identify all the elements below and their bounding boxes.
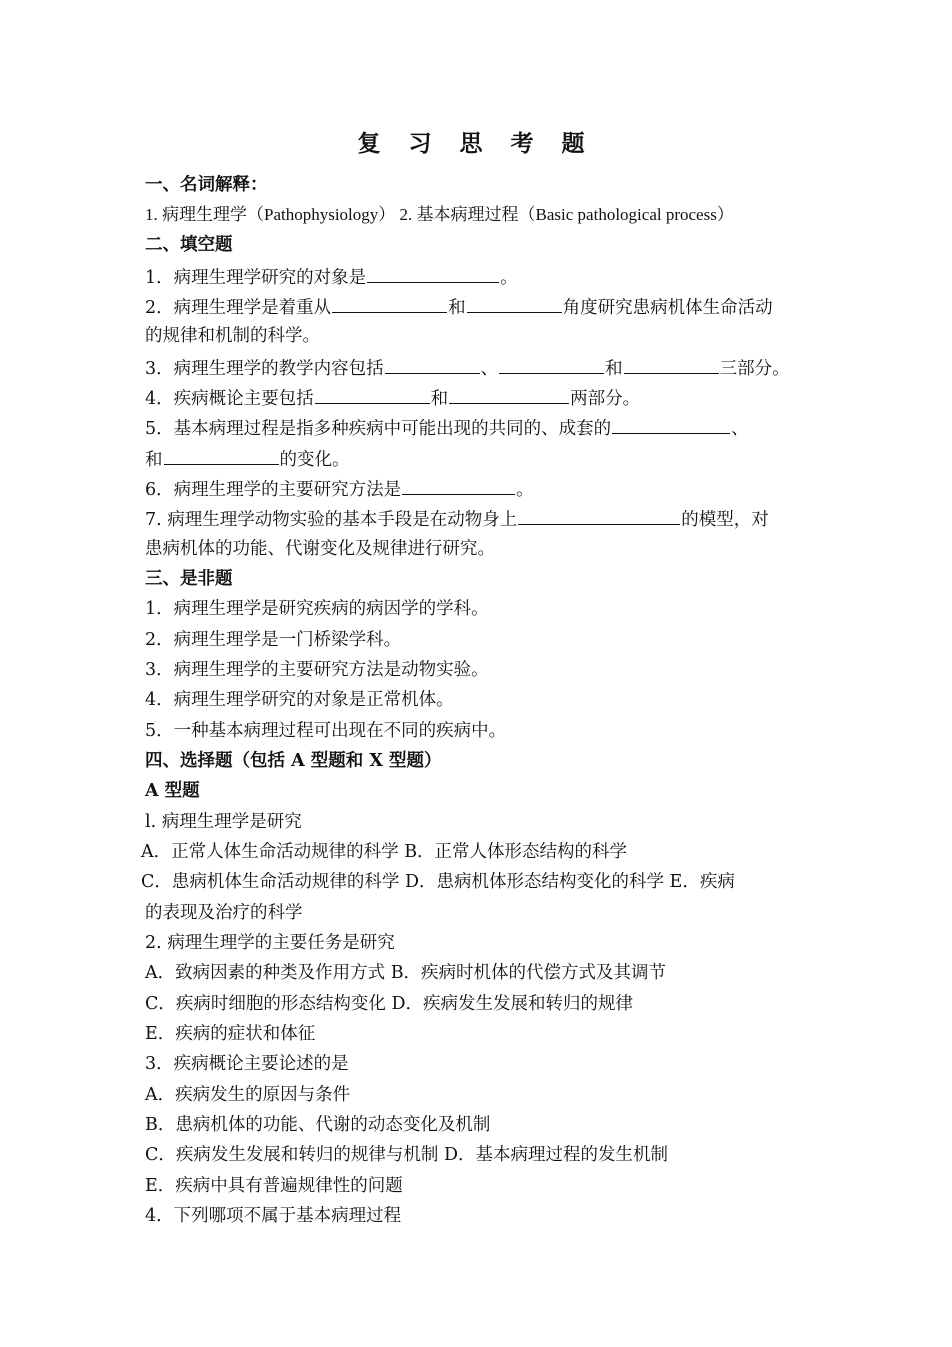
fill-question-4: 4．疾病概论主要包括 和 两部分。 <box>145 386 640 410</box>
answer-blank[interactable] <box>315 386 430 404</box>
answer-blank[interactable] <box>624 356 719 374</box>
choice-options: C．疾病时细胞的形态结构变化 D．疾病发生发展和转归的规律 <box>145 994 633 1014</box>
choice-options: B．患病机体的功能、代谢的动态变化及机制 <box>145 1115 491 1135</box>
subheading-type-a: A 型题 <box>145 781 200 801</box>
choice-question-3: 3．疾病概论主要论述的是 <box>145 1054 349 1074</box>
fill-question-5: 5．基本病理过程是指多种疾病中可能出现的共同的、成套的 、 <box>145 416 749 440</box>
answer-blank[interactable] <box>402 477 515 495</box>
choice-options: C．患病机体生命活动规律的科学 D．患病机体形态结构变化的科学 E．疾病 <box>141 872 735 892</box>
choice-question-2: 2. 病理生理学的主要任务是研究 <box>145 933 395 953</box>
answer-blank[interactable] <box>385 356 480 374</box>
fill-question-5-cont: 和 的变化。 <box>145 447 350 471</box>
fill-question-3: 3．病理生理学的教学内容包括 、 和 三部分。 <box>145 356 790 380</box>
section-heading-choice: 四、选择题（包括 A 型题和 X 型题） <box>145 751 442 771</box>
fill-question-2: 2．病理生理学是着重从 和 角度研究患病机体生命活动 <box>145 295 773 319</box>
fill-question-2-cont: 的规律和机制的科学。 <box>145 326 320 346</box>
section-heading-true-false: 三、是非题 <box>145 569 233 589</box>
true-false-item: 5．一种基本病理过程可出现在不同的疾病中。 <box>145 721 507 741</box>
choice-options: C．疾病发生发展和转归的规律与机制 D．基本病理过程的发生机制 <box>145 1145 668 1165</box>
section-heading-fill-blank: 二、填空题 <box>145 235 233 255</box>
fill-question-1: 1．病理生理学研究的对象是 。 <box>145 265 518 289</box>
answer-blank[interactable] <box>367 265 499 283</box>
answer-blank[interactable] <box>449 386 569 404</box>
true-false-item: 1．病理生理学是研究疾病的病因学的学科。 <box>145 599 489 619</box>
answer-blank[interactable] <box>332 295 447 313</box>
true-false-item: 4．病理生理学研究的对象是正常机体。 <box>145 690 454 710</box>
answer-blank[interactable] <box>467 295 562 313</box>
page-title: 复 习 思 考 题 <box>357 130 595 157</box>
answer-blank[interactable] <box>499 356 604 374</box>
choice-question-1: l. 病理生理学是研究 <box>145 812 302 832</box>
section-heading-terms: 一、名词解释： <box>145 175 268 195</box>
choice-options: A．正常人体生命活动规律的科学 B．正常人体形态结构的科学 <box>141 842 628 862</box>
choice-options: A．致病因素的种类及作用方式 B．疾病时机体的代偿方式及其调节 <box>145 963 667 983</box>
fill-question-7: 7. 病理生理学动物实验的基本手段是在动物身上 的模型，对 <box>145 507 769 531</box>
true-false-item: 2．病理生理学是一门桥梁学科。 <box>145 630 402 650</box>
choice-options: E．疾病中具有普遍规律性的问题 <box>145 1176 403 1196</box>
choice-question-4: 4．下列哪项不属于基本病理过程 <box>145 1206 402 1226</box>
choice-options: A．疾病发生的原因与条件 <box>145 1085 351 1105</box>
answer-blank[interactable] <box>518 507 680 525</box>
terms-items: 1. 病理生理学（Pathophysiology） 2. 基本病理过程（Basic pathological process） <box>145 205 734 224</box>
choice-options: E．疾病的症状和体征 <box>145 1024 316 1044</box>
answer-blank[interactable] <box>164 447 279 465</box>
true-false-item: 3．病理生理学的主要研究方法是动物实验。 <box>145 660 489 680</box>
choice-options: 的表现及治疗的科学 <box>145 903 303 923</box>
answer-blank[interactable] <box>612 416 730 434</box>
fill-question-6: 6．病理生理学的主要研究方法是 。 <box>145 477 534 501</box>
fill-question-7-cont: 患病机体的功能、代谢变化及规律进行研究。 <box>145 539 495 559</box>
